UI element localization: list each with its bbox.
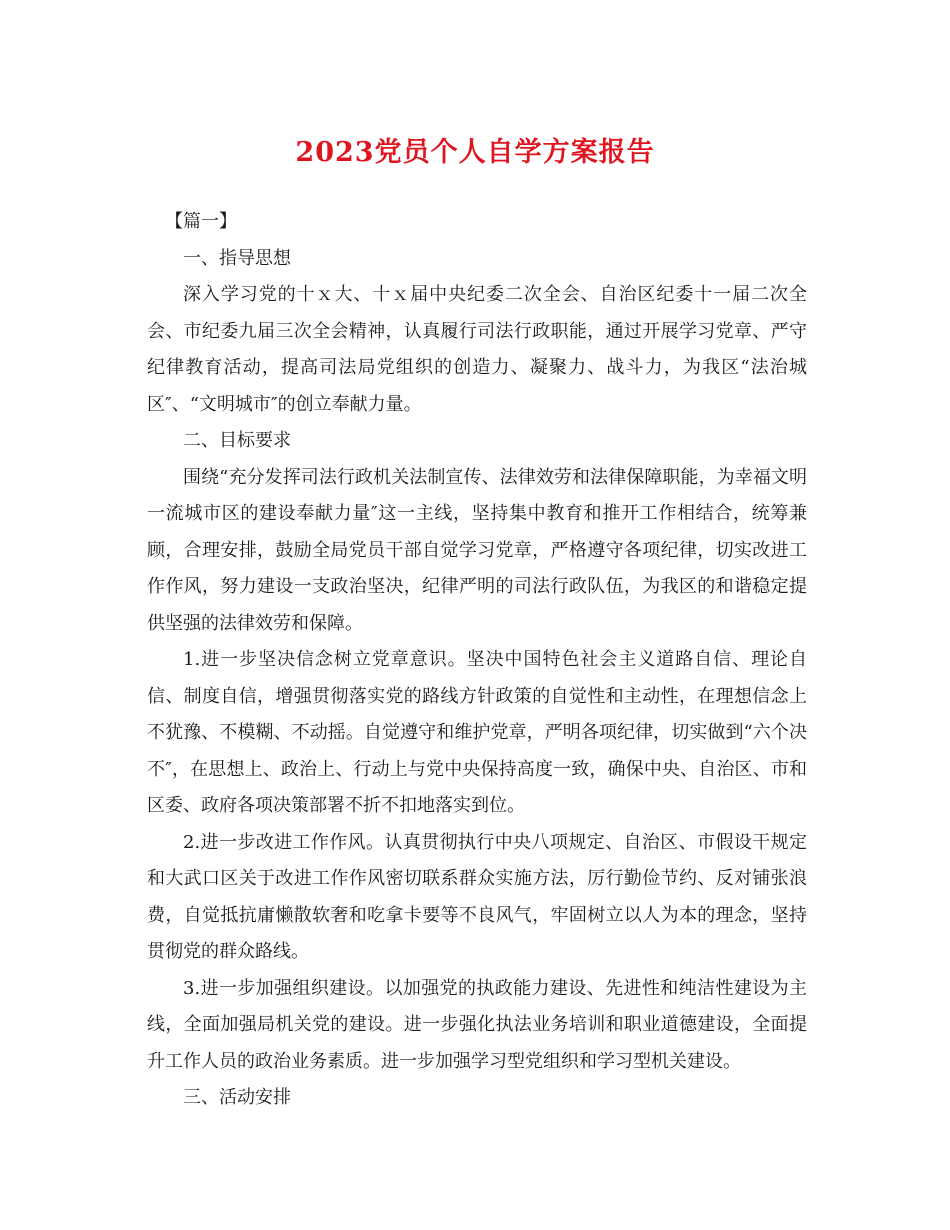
document-title: 2023党员个人自学方案报告 (295, 137, 655, 168)
paragraph-item-2: 2.进一步改进工作作风。认真贯彻执行中央八项规定、自治区、市假设干规定和大武口区关于改进工作作风密切联系群众实施方法，厉行勤俭节约、反对铺张浪费，自觉抵抗庸懒散软奢和吃拿卡要等不良风气，牢固树立以人为本的理念，坚持贯彻党的群众路线。 (147, 831, 807, 962)
section-label-part-one: 【篇一】 (165, 211, 237, 232)
paragraph-item-1: 1.进一步坚决信念树立党章意识。坚决中国特色社会主义道路自信、理论自信、制度自信，增强贯彻落实党的路线方针政策的自觉性和主动性，在理想信念上不犹豫、不模糊、不动摇。自觉遵守和维护党章，严明各项纪律，切实做到“六个决不″，在思想上、政治上、行动上与党中央保持高度一致，确保中央、自治区、市和区委、政府各项决策部署不折不扣地落实到位。 (147, 649, 807, 816)
paragraph-guiding-ideology: 深入学习党的十ｘ大、十ｘ届中央纪委二次全会、自治区纪委十一届二次全会、市纪委九届三次全会精神，认真履行司法行政职能，通过开展学习党章、严守纪律教育活动，提高司法局党组织的创造力、凝聚力、战斗力，为我区“法治城区″、“文明城市″的创立奉献力量。 (147, 284, 807, 415)
document-body (147, 204, 807, 1117)
paragraph-item-3: 3.进一步加强组织建设。以加强党的执政能力建设、先进性和纯洁性建设为主线，全面加强局机关党的建设。进一步强化执法业务培训和职业道德建设，全面提升工作人员的政治业务素质。进一步加强学习型党组织和学习型机关建设。 (147, 977, 807, 1072)
heading-guiding-ideology: 一、指导思想 (183, 247, 291, 269)
paragraph-objectives: 围绕“充分发挥司法行政机关法制宣传、法律效劳和法律保障职能，为幸福文明一流城市区的建设奉献力量″这一主线，坚持集中教育和推开工作相结合，统筹兼顾，合理安排，鼓励全局党员干部自觉学习党章，严格遵守各项纪律，切实改进工作作风，努力建设一支政治坚决，纪律严明的司法行政队伍，为我区的和谐稳定提供坚强的法律效劳和保障。 (147, 466, 807, 634)
heading-activity-arrangement: 三、活动安排 (183, 1087, 291, 1108)
heading-objectives: 二、目标要求 (183, 430, 291, 451)
